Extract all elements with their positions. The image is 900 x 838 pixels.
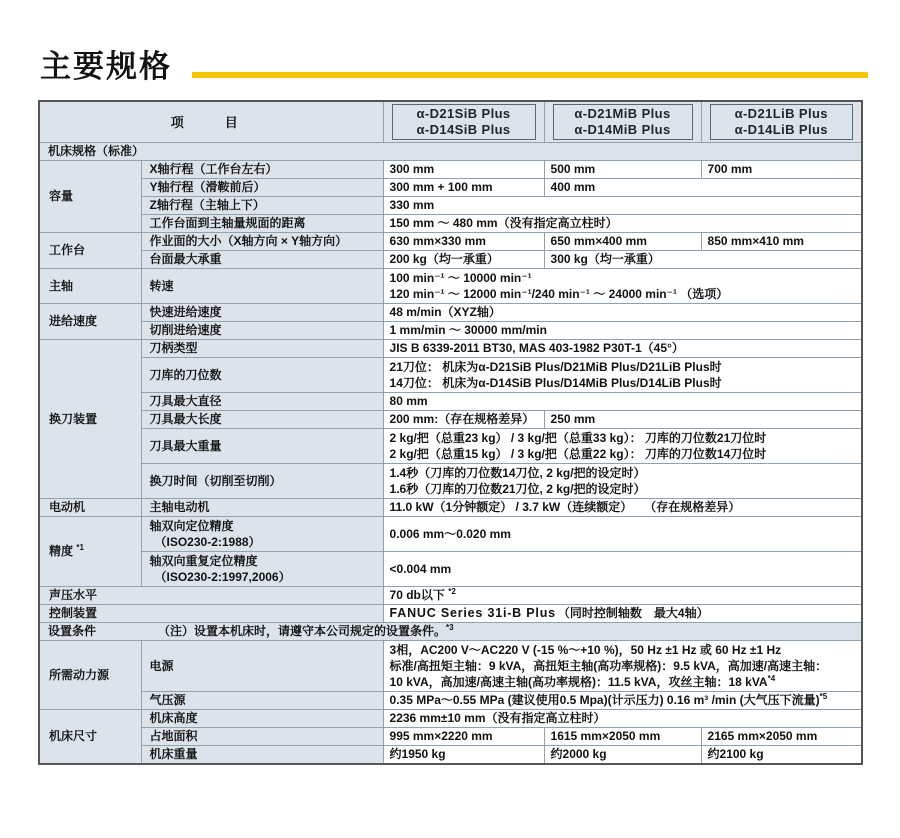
spec-value-cell: JIS B 6339-2011 BT30, MAS 403-1982 P30T-1（45°） bbox=[383, 340, 862, 358]
table-row bbox=[39, 499, 862, 517]
spec-value-cell: 650 mm×400 mm bbox=[544, 233, 701, 251]
group-label-cell: 电动机 bbox=[39, 499, 141, 517]
spec-value-cell: 630 mm×330 mm bbox=[383, 233, 544, 251]
spec-label-cell: 机床高度 bbox=[141, 710, 383, 728]
spec-label-cell: 刀柄类型 bbox=[141, 340, 383, 358]
table-row bbox=[39, 605, 862, 623]
model-header-cell bbox=[383, 101, 544, 143]
table-row bbox=[39, 340, 862, 358]
model-header-row bbox=[39, 101, 862, 143]
spec-label-cell: 台面最大承重 bbox=[141, 251, 383, 269]
spec-label-cell: 主轴电动机 bbox=[141, 499, 383, 517]
table-row bbox=[39, 161, 862, 179]
table-row bbox=[39, 393, 862, 411]
spec-table bbox=[38, 100, 863, 765]
spec-value-cell: 850 mm×410 mm bbox=[701, 233, 862, 251]
spec-value-cell: 330 mm bbox=[383, 197, 862, 215]
group-label-cell: 换刀装置 bbox=[39, 340, 141, 499]
spec-value-cell: 约1950 kg bbox=[383, 746, 544, 765]
table-row bbox=[39, 322, 862, 340]
spec-value-cell: 250 mm bbox=[544, 411, 862, 429]
table-row bbox=[39, 728, 862, 746]
spec-value-cell: 80 mm bbox=[383, 393, 862, 411]
section-row-cell: 设置条件 （注）设置本机床时，请遵守本公司规定的设置条件。$^{*3}$ bbox=[39, 623, 862, 641]
item-header-cell: 项 目 bbox=[39, 101, 383, 143]
table-row bbox=[39, 358, 862, 393]
group-label-cell: 主轴 bbox=[39, 269, 141, 304]
spec-value-cell: 约2000 kg bbox=[544, 746, 701, 765]
group-label-cell: 机床尺寸 bbox=[39, 710, 141, 765]
table-row bbox=[39, 251, 862, 269]
group-label-cell: 所需动力源 bbox=[39, 641, 141, 710]
spec-label-cell: 轴双向定位精度 （ISO230-2:1988） bbox=[141, 517, 383, 552]
model-header-cell bbox=[544, 101, 701, 143]
spec-value-cell: 995 mm×2220 mm bbox=[383, 728, 544, 746]
spec-value-cell: 2 kg/把（总重23 kg） / 3 kg/把（总重33 kg）： 刀库的刀位数21刀位时 2 kg/把（总重15 kg） / 3 kg/把（总重22 kg）： 刀库的刀位数14刀位时 bbox=[383, 429, 862, 464]
table-row bbox=[39, 233, 862, 251]
model-header-cell bbox=[701, 101, 862, 143]
group-label-cell: 声压水平 bbox=[39, 587, 383, 605]
table-row bbox=[39, 197, 862, 215]
table-row bbox=[39, 746, 862, 765]
spec-value-cell: 700 mm bbox=[701, 161, 862, 179]
spec-label-cell: 工作台面到主轴量规面的距离 bbox=[141, 215, 383, 233]
spec-value-cell: 1615 mm×2050 mm bbox=[544, 728, 701, 746]
spec-value-cell: 约2100 kg bbox=[701, 746, 862, 765]
table-row bbox=[39, 429, 862, 464]
table-row bbox=[39, 304, 862, 322]
spec-label-cell: 机床重量 bbox=[141, 746, 383, 765]
spec-value-cell: 200 kg（均一承重） bbox=[383, 251, 544, 269]
group-label-cell: 控制装置 bbox=[39, 605, 383, 623]
table-row bbox=[39, 179, 862, 197]
table-row bbox=[39, 411, 862, 429]
spec-value-cell: 0.006 mm～0.020 mm bbox=[383, 517, 862, 552]
spec-value-cell: FANUC Series 31i-B Plus （同时控制轴数 最大4轴） bbox=[383, 605, 862, 623]
spec-label-cell: 转速 bbox=[141, 269, 383, 304]
table-row bbox=[39, 623, 862, 641]
spec-label-cell: 刀具最大长度 bbox=[141, 411, 383, 429]
table-row bbox=[39, 641, 862, 692]
spec-value-cell: 70 db以下 $^{*2}$ bbox=[383, 587, 862, 605]
model-name: α-D21LiB Plus α-D14LiB Plus bbox=[710, 104, 854, 140]
spec-value-cell: 3相，AC200 V～AC220 V (-15 %～+10 %)，50 Hz ±1 Hz 或 60 Hz ±1 Hz 标准/高扭矩主轴：9 kVA，高扭矩主轴(高功率规格)：9.5 kVA，高加速/高速主轴： 10 kVA，高加速/高速主轴(高功率规格)：11.5 kVA，攻丝主轴：18 kVA$^{*4}$ bbox=[383, 641, 862, 692]
table-row bbox=[39, 269, 862, 304]
spec-value-cell: 300 kg（均一承重） bbox=[544, 251, 862, 269]
spec-label-cell: Y轴行程（滑鞍前后） bbox=[141, 179, 383, 197]
spec-value-cell: 0.35 MPa～0.55 MPa (建议使用0.5 Mpa)(计示压力) 0.16 m³ /min (大气压下流量)$^{*5}$ bbox=[383, 692, 862, 710]
table-row bbox=[39, 587, 862, 605]
table-row bbox=[39, 464, 862, 499]
group-label-cell: 工作台 bbox=[39, 233, 141, 269]
spec-label-cell: 刀库的刀位数 bbox=[141, 358, 383, 393]
spec-label-cell: 快速进给速度 bbox=[141, 304, 383, 322]
spec-value-cell: 200 mm:（存在规格差异） bbox=[383, 411, 544, 429]
spec-value-cell: 300 mm bbox=[383, 161, 544, 179]
spec-label-cell: 切削进给速度 bbox=[141, 322, 383, 340]
spec-value-cell: <0.004 mm bbox=[383, 552, 862, 587]
spec-value-cell: 2165 mm×2050 mm bbox=[701, 728, 862, 746]
table-row bbox=[39, 692, 862, 710]
section-row-cell: 机床规格（标准） bbox=[39, 143, 862, 161]
spec-value-cell: 300 mm + 100 mm bbox=[383, 179, 544, 197]
group-label-cell: 容量 bbox=[39, 161, 141, 233]
table-row bbox=[39, 215, 862, 233]
spec-label-cell: 刀具最大直径 bbox=[141, 393, 383, 411]
spec-label-cell: 占地面积 bbox=[141, 728, 383, 746]
spec-label-cell: 气压源 bbox=[141, 692, 383, 710]
group-label-cell: 精度 $^{*1}$ bbox=[39, 517, 141, 587]
model-name: α-D21MiB Plus α-D14MiB Plus bbox=[553, 104, 693, 140]
spec-value-cell: 500 mm bbox=[544, 161, 701, 179]
table-row bbox=[39, 517, 862, 552]
spec-value-cell: 21刀位： 机床为α-D21SiB Plus/D21MiB Plus/D21LiB Plus时 14刀位： 机床为α-D14SiB Plus/D14MiB Plus/D14LiB Plus时 bbox=[383, 358, 862, 393]
table-row bbox=[39, 143, 862, 161]
spec-label-cell: Z轴行程（主轴上下） bbox=[141, 197, 383, 215]
table-row bbox=[39, 552, 862, 587]
spec-value-cell: 48 m/min（XYZ轴） bbox=[383, 304, 862, 322]
spec-value-cell: 150 mm ～ 480 mm（没有指定高立柱时） bbox=[383, 215, 862, 233]
spec-label-cell: X轴行程（工作台左右） bbox=[141, 161, 383, 179]
spec-label-cell: 电源 bbox=[141, 641, 383, 692]
spec-value-cell: 400 mm bbox=[544, 179, 862, 197]
spec-label-cell: 换刀时间（切削至切削） bbox=[141, 464, 383, 499]
spec-label-cell: 轴双向重复定位精度 （ISO230-2:1997,2006） bbox=[141, 552, 383, 587]
spec-value-cell: 2236 mm±10 mm（没有指定高立柱时） bbox=[383, 710, 862, 728]
spec-label-cell: 刀具最大重量 bbox=[141, 429, 383, 464]
title-underline bbox=[192, 72, 868, 78]
table-row bbox=[39, 710, 862, 728]
spec-value-cell: 100 min⁻¹ ～ 10000 min⁻¹ 120 min⁻¹ ～ 12000 min⁻¹/240 min⁻¹ ～ 24000 min⁻¹ （选项） bbox=[383, 269, 862, 304]
spec-label-cell: 作业面的大小（X轴方向 × Y轴方向） bbox=[141, 233, 383, 251]
spec-value-cell: 11.0 kW（1分钟额定） / 3.7 kW（连续额定） （存在规格差异） bbox=[383, 499, 862, 517]
spec-value-cell: 1 mm/min ～ 30000 mm/min bbox=[383, 322, 862, 340]
spec-value-cell: 1.4秒（刀库的刀位数14刀位, 2 kg/把的设定时） 1.6秒（刀库的刀位数21刀位, 2 kg/把的设定时） bbox=[383, 464, 862, 499]
model-name: α-D21SiB Plus α-D14SiB Plus bbox=[392, 104, 536, 140]
page-title: 主要规格 bbox=[40, 49, 172, 84]
group-label-cell: 进给速度 bbox=[39, 304, 141, 340]
page-header bbox=[40, 40, 868, 82]
